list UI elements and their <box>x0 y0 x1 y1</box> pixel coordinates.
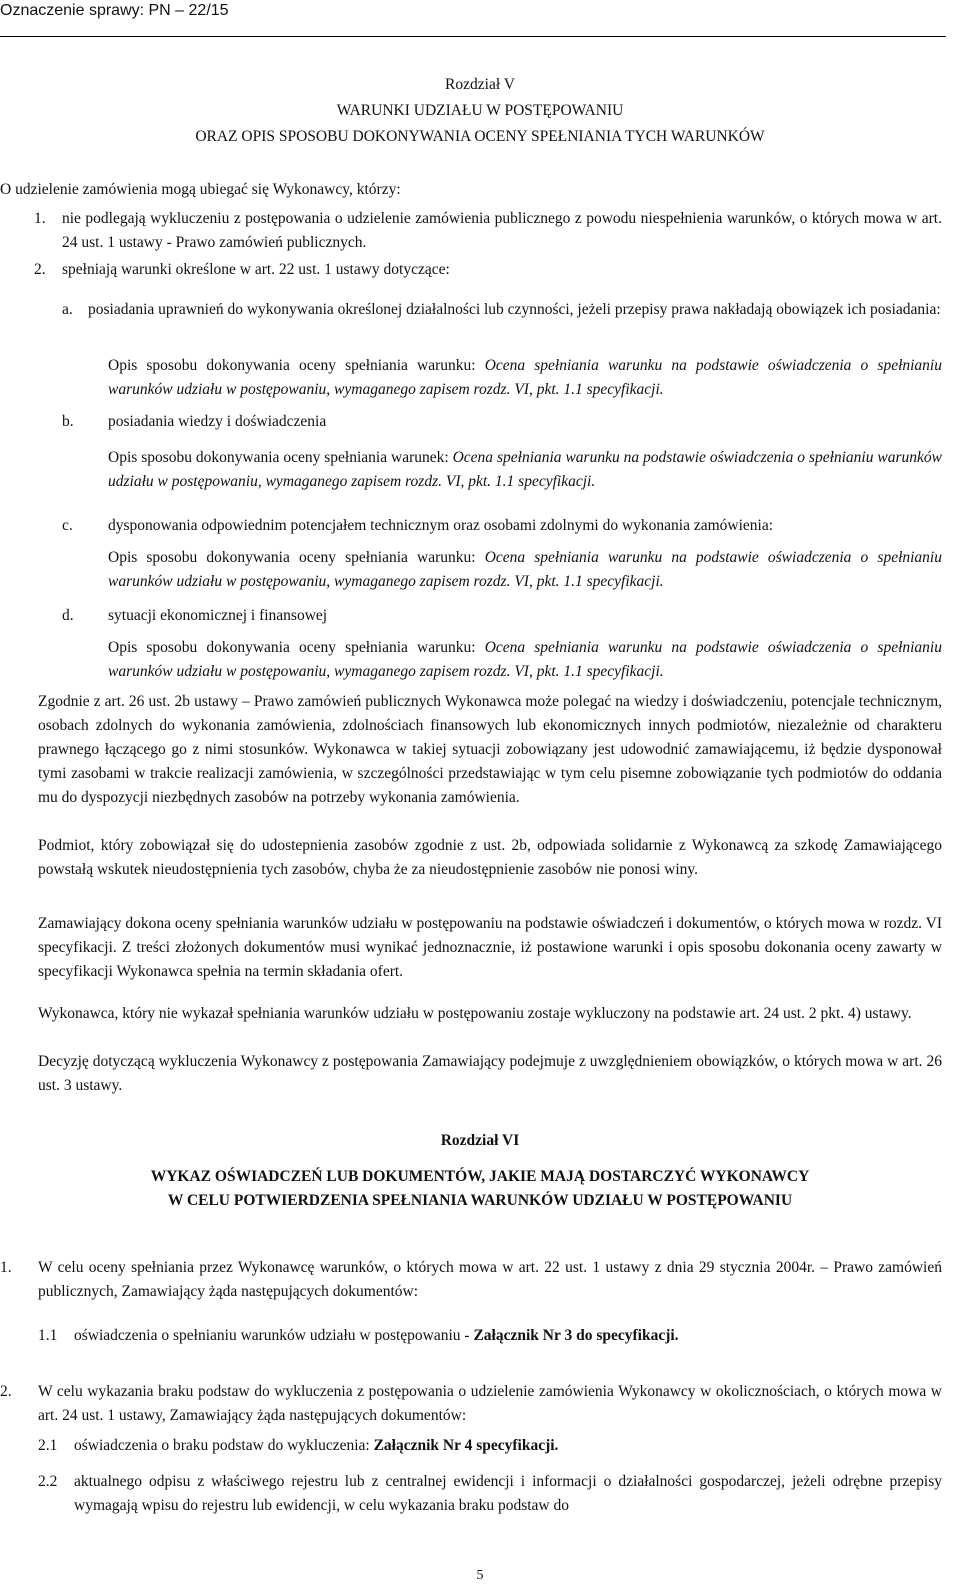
sub-list-item-text: oświadczenia o braku podstaw do wykluczenia: Załącznik Nr 4 specyfikacji. <box>74 1437 559 1454</box>
assessment-description: Opis sposobu dokonywania oceny spełniania warunek: Ocena spełniania warunku na podstawie oświadczenia o spełnianiu warunków udziału w postępowaniu, wymaganego zapisem rozdz. VI, pkt. 1.1 specyfikacji. <box>108 449 942 490</box>
assessment-description: Opis sposobu dokonywania oceny spełniania warunku: Ocena spełniania warunku na podstawie oświadczenia o spełnianiu warunków udziału w postępowaniu, wymaganego zapisem rozdz. VI, pkt. 1.1 specyfikacji. <box>108 639 942 680</box>
list-item-text: W celu wykazania braku podstaw do wykluczenia z postępowania o udzielenie zamówienia Wykonawcy w okolicznościach, o których mowa w art. 24 ust. 1 ustawy, Zamawiający żąda następujących dokumentów: <box>38 1383 942 1424</box>
sub-list-number: 1.1 <box>38 1327 58 1344</box>
sub-item-letter: c. <box>62 517 73 534</box>
sub-list-item-text: aktualnego odpisu z właściwego rejestru lub z centralnej ewidencji i informacji o działalności gospodarczej, jeżeli odrębne przepisy wymagają wpisu do rejestru lub ewidencji, w celu wykazania braku podstaw do <box>74 1473 942 1514</box>
assessment-description: Opis sposobu dokonywania oceny spełniania warunku: Ocena spełniania warunku na podstawie oświadczenia o spełnianiu warunków udziału w postępowaniu, wymaganego zapisem rozdz. VI, pkt. 1.1 specyfikacji. <box>108 549 942 590</box>
list-item-text: spełniają warunki określone w art. 22 ust. 1 ustawy dotyczące: <box>62 261 450 278</box>
list-number: 2. <box>34 261 46 278</box>
list-number: 1. <box>0 1259 12 1276</box>
chapter-5-subtitle-1: WARUNKI UDZIAŁU W POSTĘPOWANIU <box>336 102 624 119</box>
chapter-5-title: Rozdział V <box>445 76 515 93</box>
sub-item-text: posiadania uprawnień do wykonywania określonej działalności lub czynności, jeżeli przepisy prawa nakładają obowiązek ich posiadania: <box>88 301 941 318</box>
chapter-6-subtitle-1: WYKAZ OŚWIADCZEŃ LUB DOKUMENTÓW, JAKIE MAJĄ DOSTARCZYĆ WYKONAWCY <box>150 1168 810 1185</box>
sub-list-item-text: oświadczenia o spełnianiu warunków udziału w postępowaniu - Załącznik Nr 3 do specyfikacji. <box>74 1327 679 1344</box>
paragraph: Podmiot, który zobowiązał się do udostepnienia zasobów zgodnie z ust. 2b, odpowiada solidarnie z Wykonawcą za szkodę Zamawiającego powstałą wskutek nieudostępnienia tych zasobów, chyba że za nieudostępnienie zasobów nie ponosi winy. <box>38 837 942 878</box>
list-number: 2. <box>0 1383 12 1400</box>
sub-item-letter: b. <box>62 413 74 430</box>
paragraph: Wykonawca, który nie wykazał spełniania warunków udziału w postępowaniu zostaje wykluczony na podstawie art. 24 ust. 2 pkt. 4) ustawy. <box>38 1005 912 1022</box>
list-item-text: nie podlegają wykluczeniu z postępowania o udzielenie zamówienia publicznego z powodu niespełnienia warunków, o których mowa w art. 24 ust. 1 ustawy - Prawo zamówień publicznych. <box>62 210 942 251</box>
sub-item-letter: a. <box>62 301 73 318</box>
list-number: 1. <box>34 210 46 227</box>
chapter-5-subtitle-2: ORAZ OPIS SPOSOBU DOKONYWANIA OCENY SPEŁNIANIA TYCH WARUNKÓW <box>195 128 765 145</box>
sub-item-text: posiadania wiedzy i doświadczenia <box>108 413 327 430</box>
header-rule <box>0 36 946 37</box>
assessment-description: Opis sposobu dokonywania oceny spełniania warunku: Ocena spełniania warunku na podstawie oświadczenia o spełnianiu warunków udziału w postępowaniu, wymaganego zapisem rozdz. VI, pkt. 1.1 specyfikacji. <box>108 357 942 398</box>
sub-item-text: dysponowania odpowiednim potencjałem technicznym oraz osobami zdolnymi do wykonania zamówienia: <box>108 517 774 534</box>
list-item-text: W celu oceny spełniania przez Wykonawcę warunków, o których mowa w art. 22 ust. 1 ustawy z dnia 29 stycznia 2004r. – Prawo zamówień publicznych, Zamawiający żąda następujących dokumentów: <box>38 1259 942 1300</box>
paragraph: Zamawiający dokona oceny spełniania warunków udziału w postępowaniu na podstawie oświadczeń i dokumentów, o których mowa w rozdz. VI specyfikacji. Z treści złożonych dokumentów musi wynikać jednoznacznie, iż postawione warunki i opis sposobu dokonania oceny zawarty w specyfikacji Wykonawca spełnia na termin składania ofert. <box>38 915 942 980</box>
chapter-5-intro: O udzielenie zamówienia mogą ubiegać się Wykonawcy, którzy: <box>0 181 401 198</box>
case-reference: Oznaczenie sprawy: PN – 22/15 <box>0 2 229 19</box>
paragraph: Zgodnie z art. 26 ust. 2b ustawy – Prawo zamówień publicznych Wykonawca może polegać na wiedzy i doświadczeniu, potencjale technicznym, osobach zdolnych do wykonania zamówienia, zdolnościach finansowych lub ekonomicznych innych podmiotów, niezależnie od charakteru prawnego łączącego go z nimi stosunków. Wykonawca w takiej sytuacji zobowiązany jest udowodnić zamawiającemu, iż będzie dysponował tymi zasobami w trakcie realizacji zamówienia, w szczególności przedstawiając w tym celu pisemne zobowiązanie tych podmiotów do oddania mu do dyspozycji niezbędnych zasobów na potrzeby wykonania zamówienia. <box>38 693 942 806</box>
chapter-6-subtitle-2: W CELU POTWIERDZENIA SPEŁNIANIA WARUNKÓW UDZIAŁU W POSTĘPOWANIU <box>167 1192 793 1209</box>
sub-list-number: 2.2 <box>38 1473 58 1490</box>
sub-item-letter: d. <box>62 607 74 624</box>
chapter-6-title: Rozdział VI <box>440 1132 520 1149</box>
sub-item-text: sytuacji ekonomicznej i finansowej <box>108 607 328 624</box>
page-number: 5 <box>476 1568 484 1583</box>
sub-list-number: 2.1 <box>38 1437 58 1454</box>
paragraph: Decyzję dotyczącą wykluczenia Wykonawcy z postępowania Zamawiający podejmuje z uwzględnieniem obowiązków, o których mowa w art. 26 ust. 3 ustawy. <box>38 1053 942 1094</box>
